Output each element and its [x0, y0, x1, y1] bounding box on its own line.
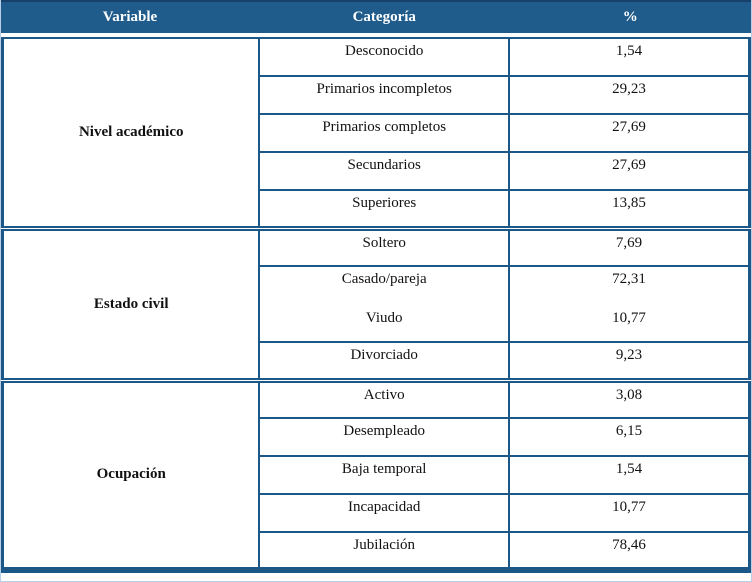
category-cell: Divorciado — [259, 342, 508, 380]
category-cell: Incapacidad — [259, 494, 508, 532]
table-row — [3, 380, 750, 418]
table-header-row — [1, 0, 751, 33]
category-cell: Desempleado — [259, 418, 508, 456]
header-categoria: Categoría — [352, 9, 416, 25]
category-line: Casado/pareja — [341, 271, 427, 287]
percent-cell: 1,54 — [509, 38, 750, 76]
percent-cell: 13,85 — [509, 190, 750, 228]
category-cell: Secundarios — [259, 152, 508, 190]
percent-cell: 10,77 — [509, 494, 750, 532]
category-cell-merged — [259, 266, 508, 342]
category-cell: Jubilación — [259, 532, 508, 570]
category-cell: Activo — [259, 380, 508, 418]
category-cell: Primarios completos — [259, 114, 508, 152]
percent-cell: 78,46 — [509, 532, 750, 570]
category-line: Viudo — [365, 310, 403, 326]
header-variable: Variable — [102, 9, 158, 25]
category-cell: Superiores — [259, 190, 508, 228]
category-cell: Baja temporal — [259, 456, 508, 494]
variable-cell-estado-civil: Estado civil — [3, 228, 260, 380]
percent-cell: 7,69 — [509, 228, 750, 266]
data-table — [1, 37, 751, 573]
category-cell: Primarios incompletos — [259, 76, 508, 114]
table-row — [3, 38, 750, 76]
percent-cell: 1,54 — [509, 456, 750, 494]
percent-cell: 6,15 — [509, 418, 750, 456]
percent-cell: 27,69 — [509, 152, 750, 190]
variable-cell-ocupacion: Ocupación — [3, 380, 260, 570]
percent-line: 10,77 — [612, 310, 646, 326]
percent-cell: 29,23 — [509, 76, 750, 114]
header-percent: % — [622, 9, 638, 25]
percent-cell: 3,08 — [509, 380, 750, 418]
percent-cell-merged — [509, 266, 750, 342]
percent-cell: 27,69 — [509, 114, 750, 152]
variable-cell-nivel-academico: Nivel académico — [3, 38, 260, 228]
table-row — [3, 228, 750, 266]
category-cell: Desconocido — [259, 38, 508, 76]
category-cell: Soltero — [259, 228, 508, 266]
percent-line: 72,31 — [612, 271, 646, 287]
percent-cell: 9,23 — [509, 342, 750, 380]
